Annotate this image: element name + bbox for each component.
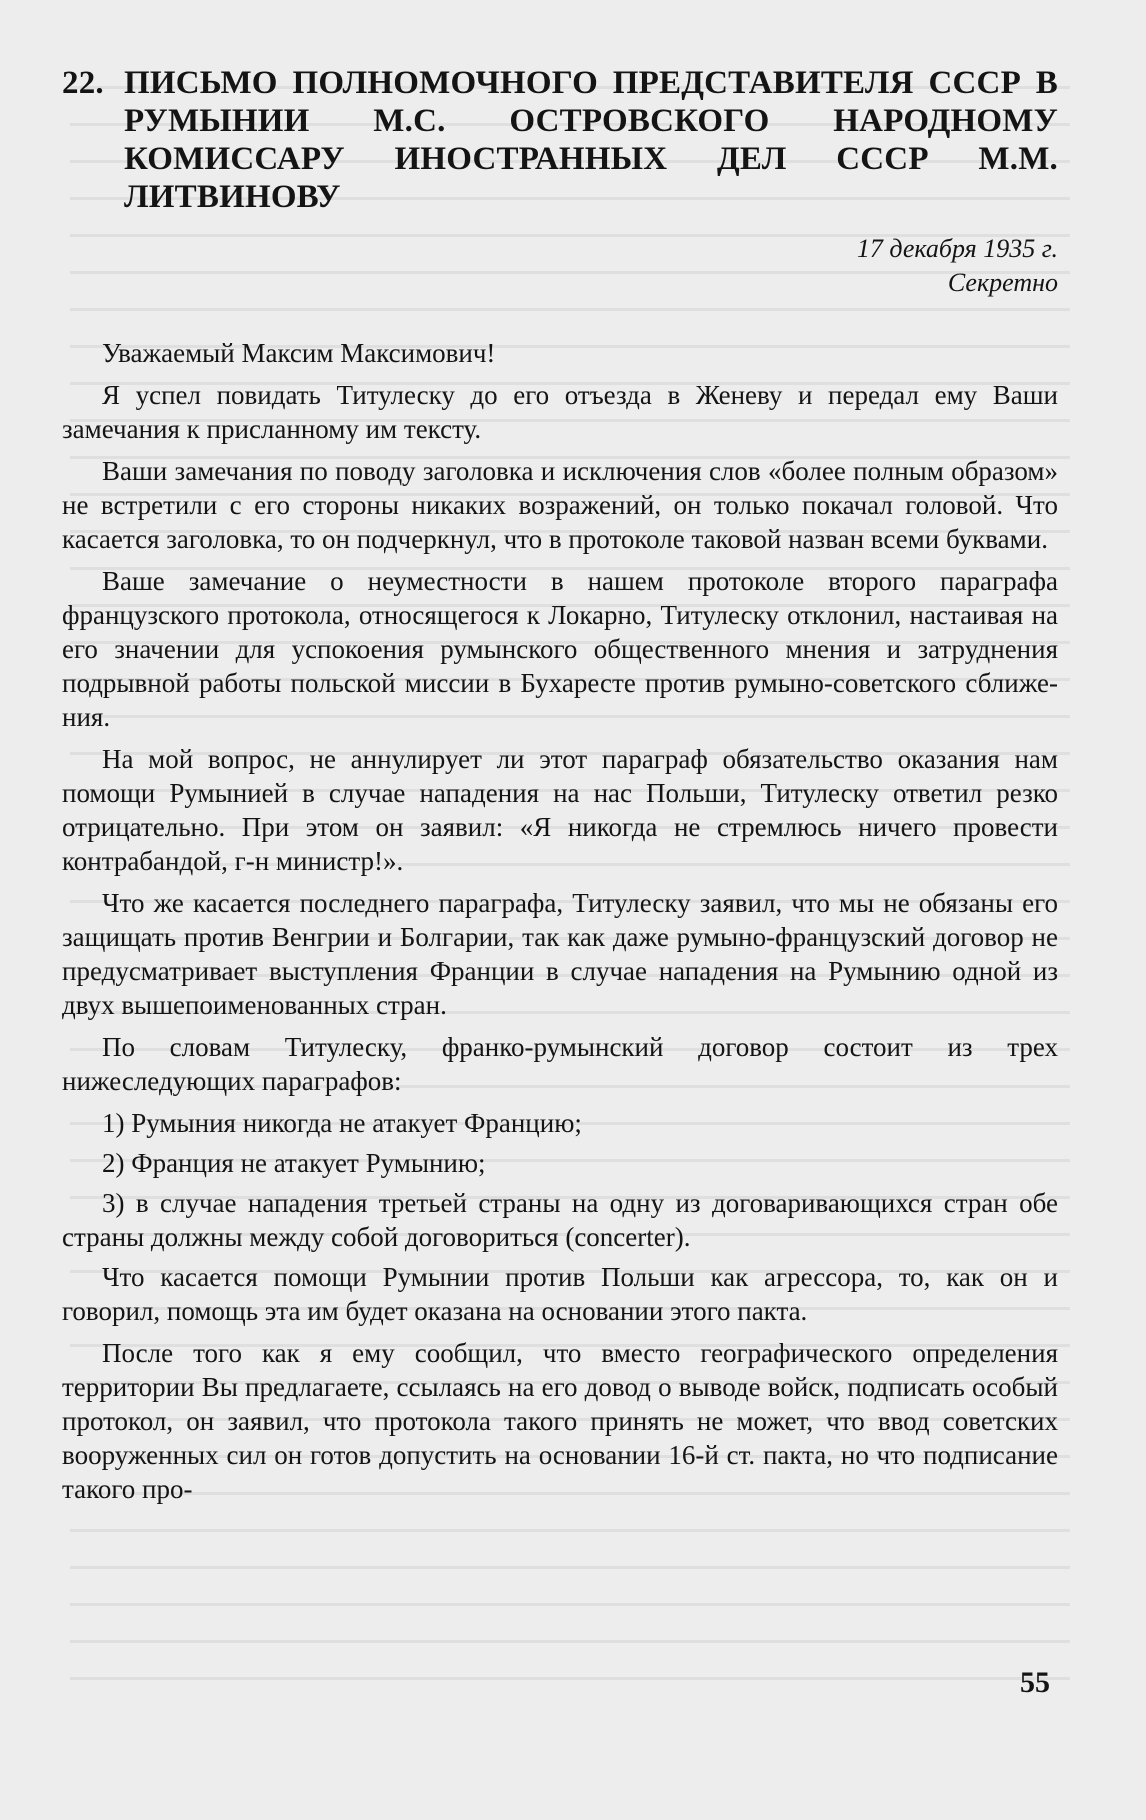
paragraph: Ваше замечание о неуместности в нашем протоколе второго параграфа французского протокола, относящегося к Локарно, Титулеску отклонил, настаивая на его значении для успокоения румынского общественного мнения и затруднения подрывной работы польской миссии в Бухаресте против румыно-советского сближения.	[62, 566, 1058, 732]
salutation: Уважаемый Максим Максимович!	[102, 338, 496, 368]
list-item: 1) Румыния никогда не атакует Францию;	[102, 1108, 582, 1138]
paragraph: Что касается помощи Румынии против Польши как агрессора, то, как он и говорил, помощь эта им будет оказана на основании этого пакта.	[62, 1262, 1058, 1326]
paragraph: Я успел повидать Титулеску до его отъезда в Женеву и передал ему Ваши замечания к присланному им тексту.	[62, 380, 1058, 444]
document-body	[62, 336, 1058, 1506]
document-classification: Секретно	[947, 268, 1058, 297]
paragraph: На мой вопрос, не аннулирует ли этот параграф обязательство оказания нам помощи Румынией в случае нападения на нас Польши, Титулеску ответил резко отрицательно. При этом он заявил: «Я никогда не стремлюсь ничего провести контрабандой, г-н министр!».	[62, 744, 1058, 876]
paragraph: Ваши замечания по поводу заголовка и исключения слов «более полным образом» не встретили с его стороны никаких возражений, он только покачал головой. Что касается заголовка, то он подчеркнул, что в протоколе таковой назван всеми буквами.	[62, 456, 1058, 554]
document-meta	[62, 232, 1058, 300]
list-item: 2) Франция не атакует Румынию;	[102, 1148, 486, 1178]
paragraph: После того как я ему сообщил, что вместо географического определения территории Вы предлагаете, ссылаясь на его довод о выводе войск, подписать особый протокол, он заявил, что протокола такого принять не может, что ввод советских вооруженных сил он готов допустить на основании 16-й ст. пакта, но что подписание такого про-	[62, 1338, 1058, 1504]
page-number: 55	[1020, 1666, 1050, 1699]
document-title-text: ПИСЬМО ПОЛНОМОЧНОГО ПРЕДСТАВИТЕЛЯ СССР В РУМЫНИИ М.С. ОСТРОВСКОГО НАРОДНОМУ КОМИССАРУ ИНОСТРАННЫХ ДЕЛ СССР М.М. ЛИТВИНОВУ	[124, 65, 1058, 215]
document-date: 17 декабря 1935 г.	[856, 234, 1058, 263]
list-item: 3) в случае нападения третьей страны на одну из договаривающихся стран обе страны должны между собой договориться (concerter).	[62, 1188, 1058, 1252]
paragraph: По словам Титулеску, франко-румынский договор состоит из трех нижеследующих параграфов:	[62, 1032, 1058, 1096]
document-title	[62, 64, 1058, 216]
document-number: 22.	[62, 65, 104, 101]
paragraph: Что же касается последнего параграфа, Титулеску заявил, что мы не обязаны его защищать против Венгрии и Болгарии, так как даже румыно-французский договор не предусматривает выступления Франции в случае нападения на Румынию одной из двух вышепоименованных стран.	[62, 888, 1058, 1020]
